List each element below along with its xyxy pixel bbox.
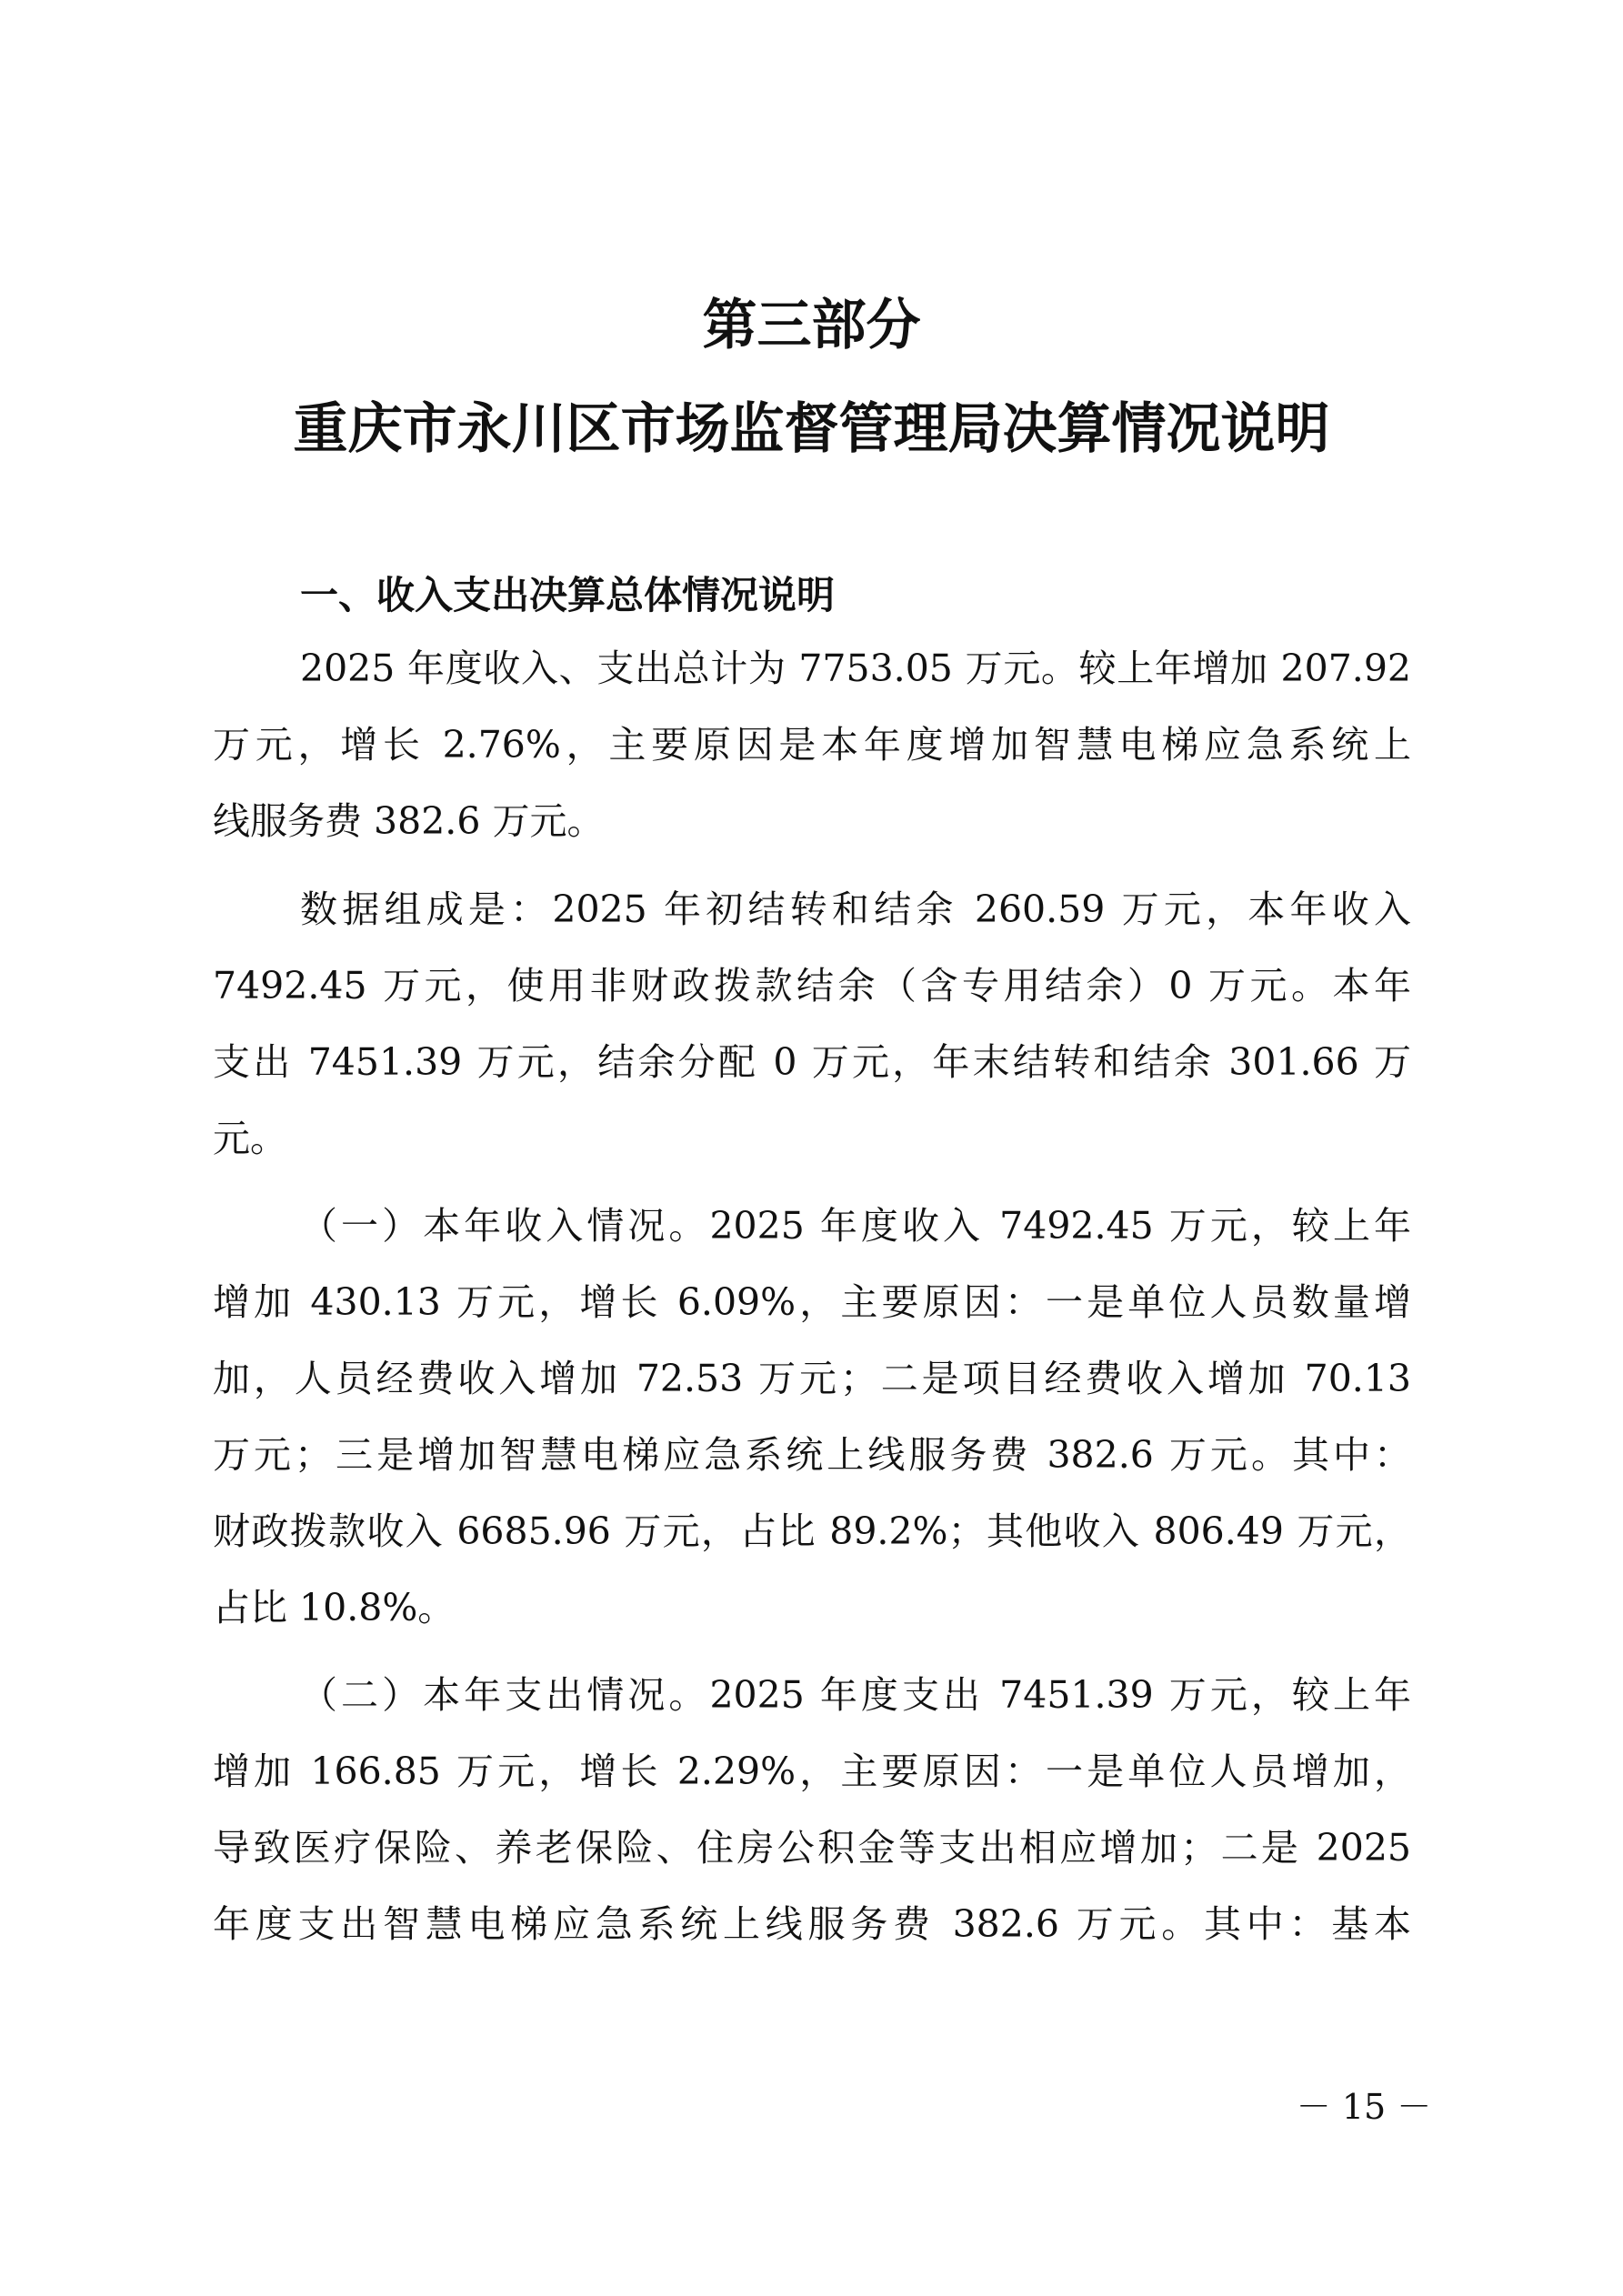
paragraph-3-line-3: 加，人员经费收入增加 72.53 万元；二是项目经费收入增加 70.13 bbox=[213, 1357, 1411, 1400]
paragraph-3-lead: （一）本年收入情况。 bbox=[300, 1204, 710, 1248]
paragraph-3-line-1-text: 2025 年度收入 7492.45 万元，较上年 bbox=[709, 1204, 1412, 1248]
paragraph-2-line-3: 支出 7451.39 万元，结余分配 0 万元，年末结转和结余 301.66 万 bbox=[213, 1040, 1411, 1084]
paragraph-4-line-1-text: 2025 年度支出 7451.39 万元，较上年 bbox=[709, 1673, 1412, 1717]
paragraph-3-line-4: 万元；三是增加智慧电梯应急系统上线服务费 382.6 万元。其中： bbox=[213, 1433, 1411, 1477]
paragraph-2-line-1: 数据组成是：2025 年初结转和结余 260.59 万元，本年收入 bbox=[300, 887, 1411, 931]
document-title: 重庆市永川区市场监督管理局决算情况说明 bbox=[293, 397, 1330, 461]
page-number: － 15 － bbox=[1296, 2087, 1432, 2127]
part-title: 第三部分 bbox=[702, 294, 921, 357]
paragraph-4-line-3: 导致医疗保险、养老保险、住房公积金等支出相应增加；二是 2025 bbox=[213, 1826, 1411, 1870]
paragraph-1-line-3: 线服务费 382.6 万元。 bbox=[213, 799, 605, 843]
paragraph-2-line-2: 7492.45 万元，使用非财政拨款结余（含专用结余）0 万元。本年 bbox=[213, 964, 1411, 1008]
section-heading: 一、收入支出决算总体情况说明 bbox=[300, 573, 836, 617]
paragraph-3-line-5: 财政拨款收入 6685.96 万元，占比 89.2%；其他收入 806.49 万元， bbox=[213, 1509, 1411, 1553]
paragraph-4-lead: （二）本年支出情况。 bbox=[300, 1673, 710, 1717]
paragraph-1-line-1: 2025 年度收入、支出总计为 7753.05 万元。较上年增加 207.92 bbox=[300, 647, 1411, 690]
paragraph-4-line-4: 年度支出智慧电梯应急系统上线服务费 382.6 万元。其中：基本 bbox=[213, 1902, 1411, 1946]
paragraph-1-line-2: 万元，增长 2.76%，主要原因是本年度增加智慧电梯应急系统上 bbox=[213, 723, 1411, 767]
paragraph-4-line-1 bbox=[300, 1668, 1411, 1722]
paragraph-3-line-1 bbox=[300, 1198, 1411, 1253]
paragraph-2-line-4: 元。 bbox=[213, 1117, 287, 1160]
paragraph-3-line-2: 增加 430.13 万元，增长 6.09%，主要原因：一是单位人员数量增 bbox=[213, 1280, 1411, 1324]
paragraph-3-line-6: 占比 10.8%。 bbox=[213, 1586, 456, 1629]
paragraph-4-line-2: 增加 166.85 万元，增长 2.29%，主要原因：一是单位人员增加， bbox=[213, 1750, 1411, 1793]
